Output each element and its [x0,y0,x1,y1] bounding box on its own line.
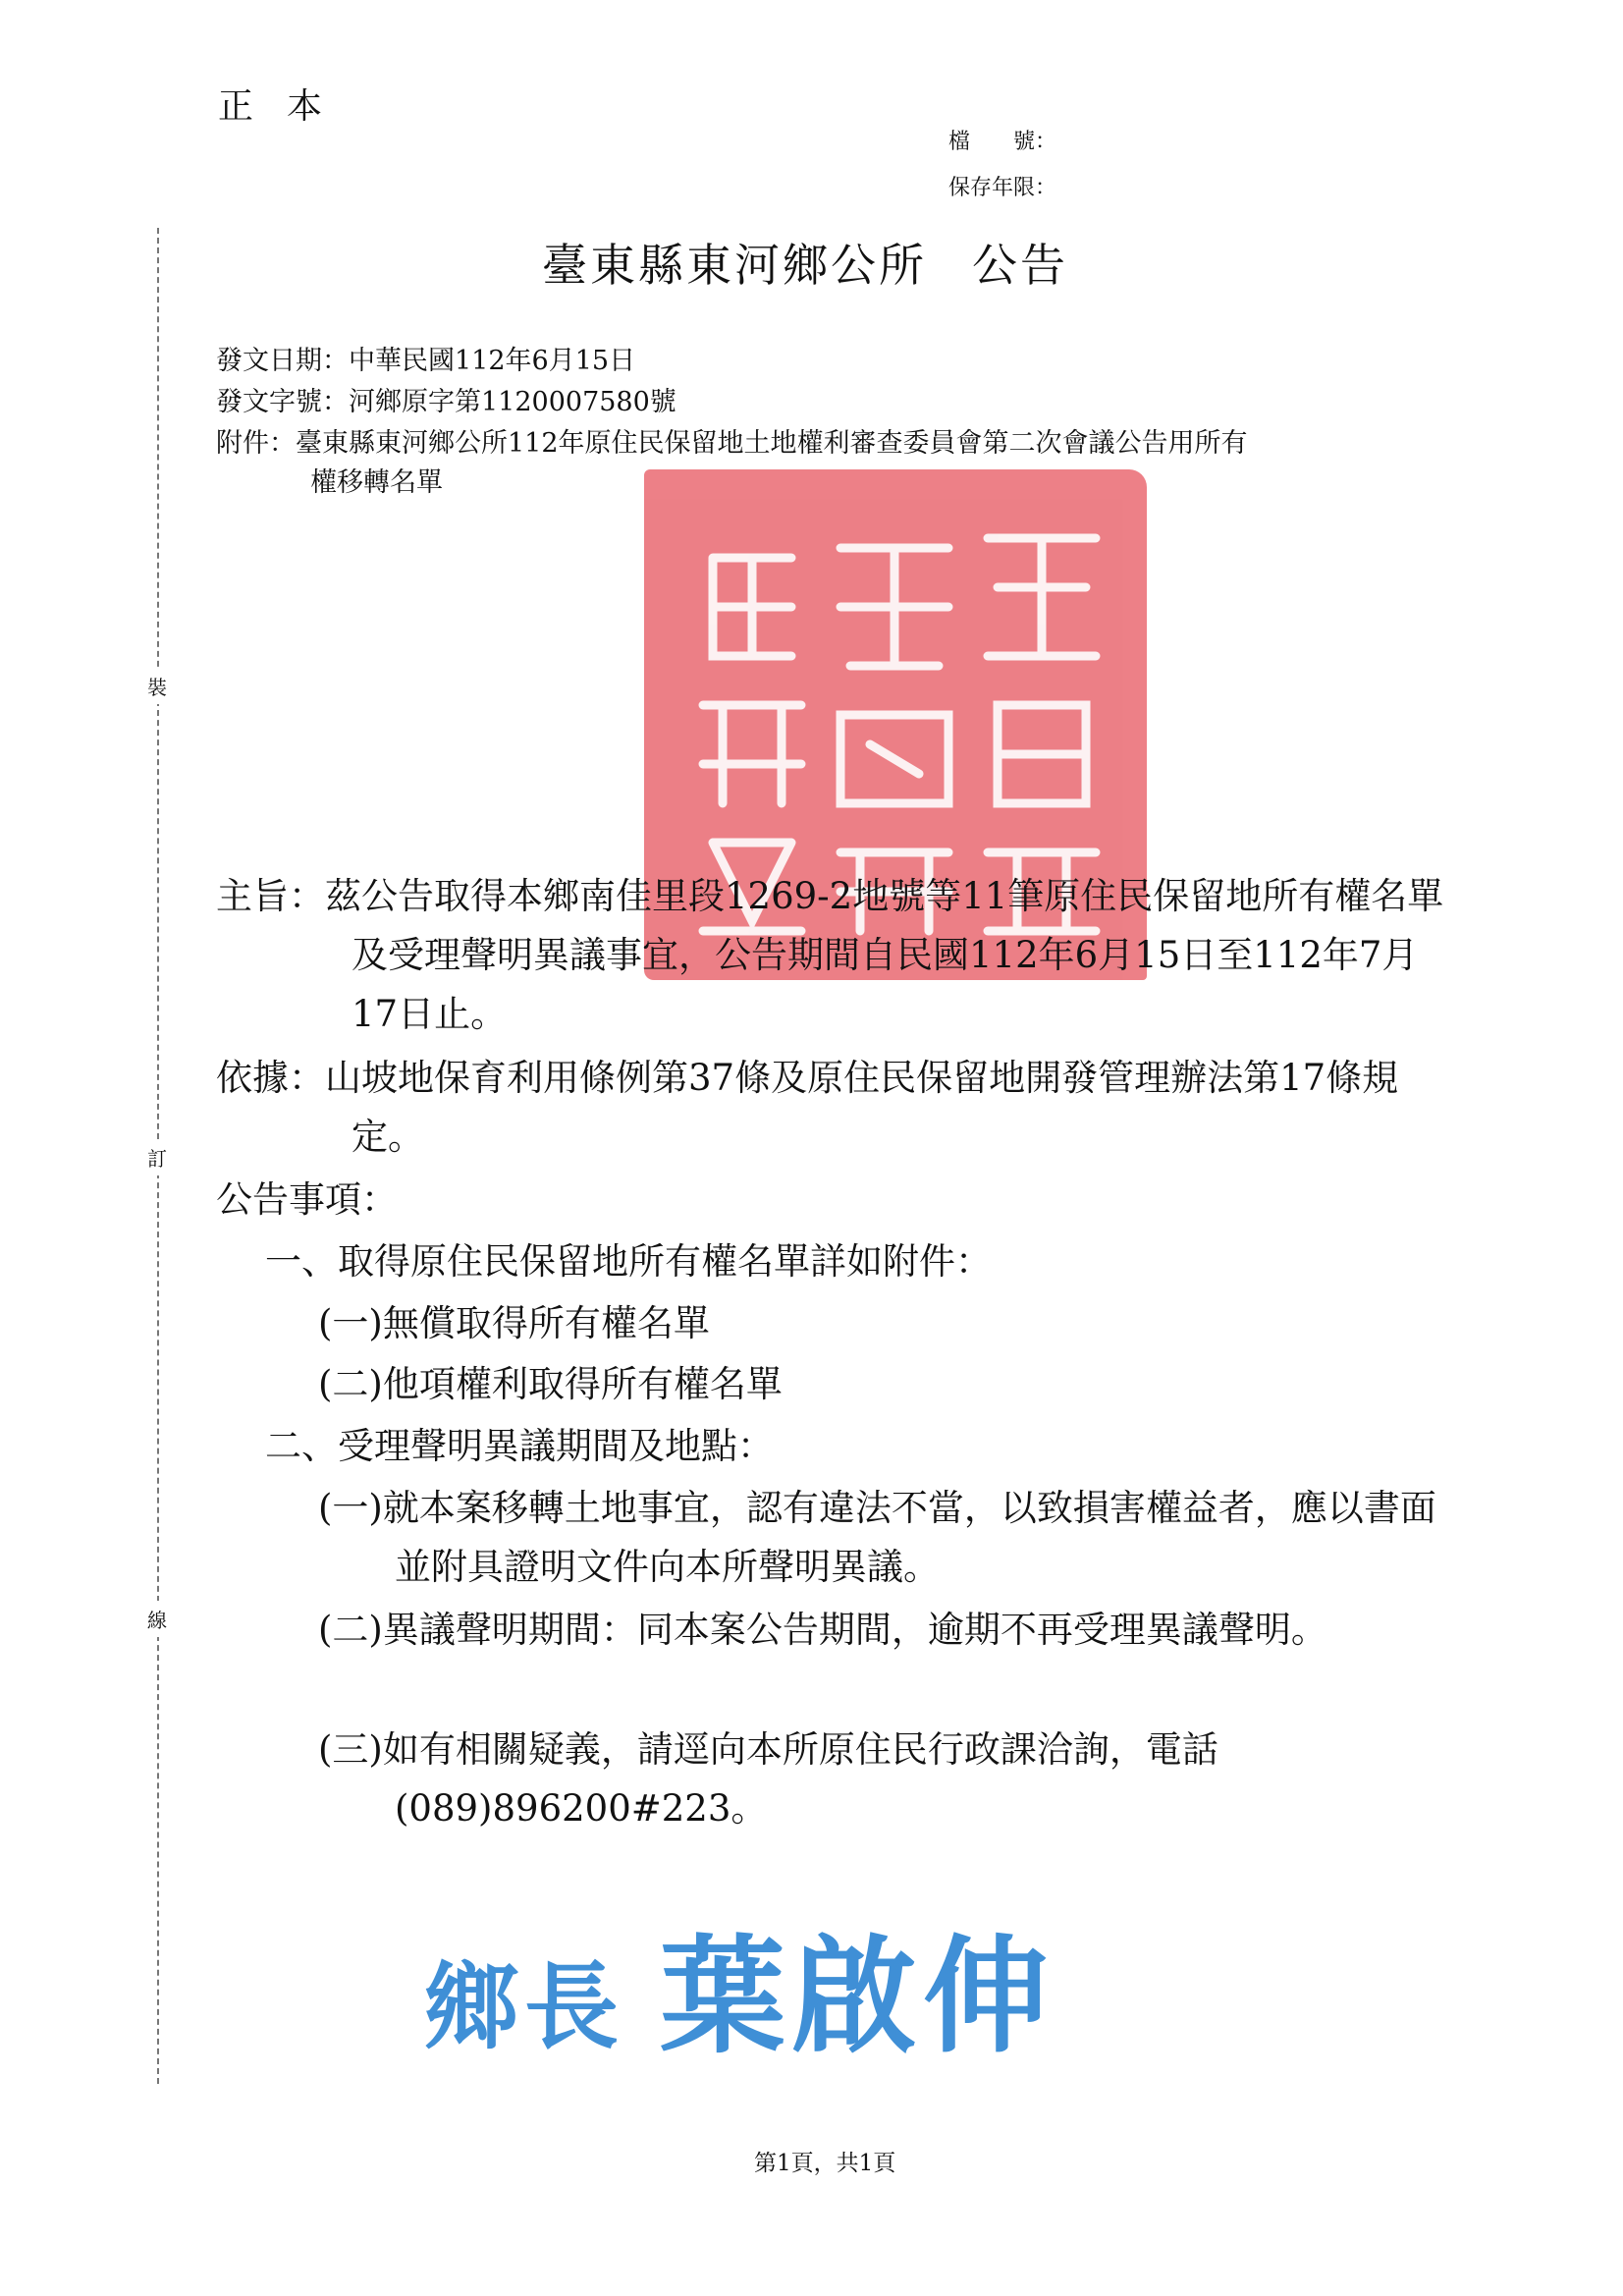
basis-paragraph [216,1049,1453,1167]
issue-date: 發文日期：中華民國112年6月15日 [216,346,636,376]
notice-item-1-sub-2: (二)他項權利取得所有權名單 [318,1363,783,1405]
notice-item-2: 二、受理聲明異議期間及地點： [265,1425,774,1467]
notice-item-1-sub-1: (一)無償取得所有權名單 [318,1302,710,1344]
binding-mark-line: 線 [145,1601,169,1637]
original-copy-mark: 正本 [218,86,356,127]
title-organization: 臺東縣東河鄉公所 [542,239,927,292]
page-footer: 第1頁，共1頁 [754,2151,896,2176]
retention-period-label: 保存年限： [948,176,1057,200]
notice-item-1: 一、取得原住民保留地所有權名單詳如附件： [265,1240,992,1283]
attachment-text: 附件：臺東縣東河鄉公所112年原住民保留地土地權利審查委員會第二次會議公告用所有 [216,428,1248,459]
title-document-type: 公告 [972,239,1068,292]
attachment-text-continued: 權移轉名單 [310,467,443,498]
notice-item-2-sub-1-text: (一)就本案移轉土地事宜，認有違法不當，以致損害權益者，應以書面並附具證明文件向本所聲明異議。 [318,1487,1436,1588]
issue-number: 發文字號：河鄉原字第1120007580號 [216,387,676,417]
notice-item-2-sub-3-text: (三)如有相關疑義，請逕向本所原住民行政課洽詢，電話(089)896200#223。 [318,1728,1218,1830]
signature-title: 鄉長 [424,1952,624,2062]
page-title [542,230,1068,295]
file-number-label: 檔 號： [948,130,1057,154]
notice-item-2-sub-2-text: (二)異議聲明期間：同本案公告期間，逾期不再受理異議聲明。 [318,1609,1327,1651]
subject-paragraph [216,867,1453,1044]
notice-item-2-sub-3 [318,1721,1453,1838]
subject-text: 主旨：茲公告取得本鄉南佳里段1269-2地號等11筆原住民保留地所有權名單及受理聲明異議事宜，公告期間自民國112年6月15日至112年7月17日止。 [216,875,1444,1035]
notice-item-2-sub-1 [318,1479,1453,1597]
notice-item-2-sub-2 [318,1601,1453,1660]
basis-text: 依據：山坡地保育利用條例第37條及原住民保留地開發管理辦法第17條規定。 [216,1057,1399,1158]
binding-mark-staple: 訂 [145,1139,169,1175]
signature-stamp [424,1895,1055,2076]
binding-mark-bind: 裝 [145,668,169,704]
notice-items-heading: 公告事項： [216,1178,398,1221]
signature-name: 葉啟伸 [660,1924,1055,2070]
